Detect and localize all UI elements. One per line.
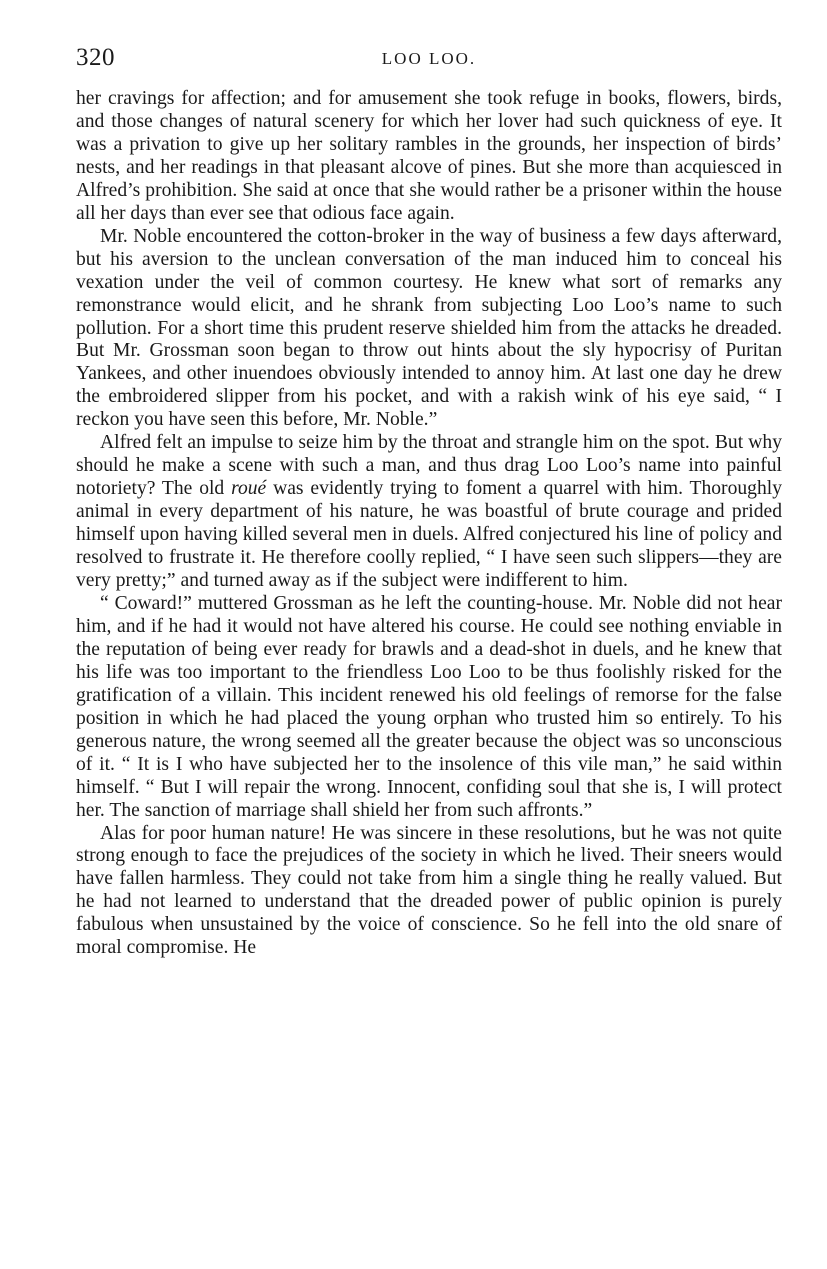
running-head <box>76 44 782 78</box>
text-run: Alas for poor human nature! He was sincere in these resolutions, but he was not quite strong enough to face the prejudices of the society in which he lived. Their sneers would have fallen harmless. They could not take from him a single thing he really valued. But he had not learned to understand that the dreaded power of public opinion is purely fabulous when unsustained by the voice of conscience. So he fell into the old snare of moral compromise. He <box>76 822 782 959</box>
running-title: LOO LOO. <box>381 49 477 68</box>
text-run: was evidently trying to foment a quarrel with him. Thoroughly animal in every department of his nature, he was boastful of brute courage and prided himself upon having killed several men in duels. Alfred conjectured his line of policy and resolved to frustrate it. He therefore coolly replied, “ I have seen such slippers—they are very pretty;” and turned away as if the subject were indifferent to him. <box>76 478 782 592</box>
italic-text-run: roué <box>231 478 267 500</box>
paragraph <box>76 226 782 433</box>
paragraph <box>76 823 782 961</box>
paragraph <box>76 593 782 823</box>
text-run: “ Coward!” muttered Grossman as he left the counting-house. Mr. Noble did not hear him, and if he had it would not have altered his course. He could see nothing enviable in the reputation of being ever ready for brawls and a dead-shot in duels, and he knew that his life was too important to the friendless Loo Loo to be thus foolishly risked for the gratification of a villain. This incident renewed his old feelings of remorse for the false position in which he had placed the young orphan who trusted him so entirely. To his generous nature, the wrong seemed all the greater because the object was so unconscious of it. “ It is I who have subjected her to the insolence of this vile man,” he said within himself. “ But I will repair the wrong. Innocent, confiding soul that she is, I will protect her. The sanction of marriage shall shield her from such affronts.” <box>76 592 782 821</box>
page-number: 320 <box>76 44 115 71</box>
text-run: Alfred felt an impulse to seize him by the throat and strangle him on the spot. But why should he make a scene with such a man, and thus drag Loo Loo’s name into painful notoriety? The old <box>76 432 782 500</box>
paragraph <box>76 432 782 593</box>
book-page <box>76 44 782 960</box>
text-run: her cravings for affection; and for amusement she took refuge in books, flowers, birds, and those changes of natural scenery for which her lover had such quickness of eye. It was a privation to give up her solitary rambles in the grounds, her inspection of birds’ nests, and her readings in that pleasant alcove of pines. But she more than acquiesced in Alfred’s prohibition. She said at once that she would rather be a prisoner within the house all her days than ever see that odious face again. <box>76 88 782 224</box>
body-text <box>76 88 782 960</box>
paragraph <box>76 88 782 226</box>
text-run: Mr. Noble encountered the cotton-broker in the way of business a few days afterward, but his aversion to the unclean conversation of the man induced him to conceal his vexation under the veil of common courtesy. He knew what sort of remarks any remonstrance would elicit, and he shrank from subjecting Loo Loo’s name to such pollution. For a short time this prudent reserve shielded him from the attacks he dreaded. But Mr. Grossman soon began to throw out hints about the sly hypocrisy of Puritan Yankees, and other inuendoes obviously intended to annoy him. At last one day he drew the embroidered slipper from his pocket, and with a rakish wink of his eye said, “ I reckon you have seen this before, Mr. Noble.” <box>76 225 782 431</box>
